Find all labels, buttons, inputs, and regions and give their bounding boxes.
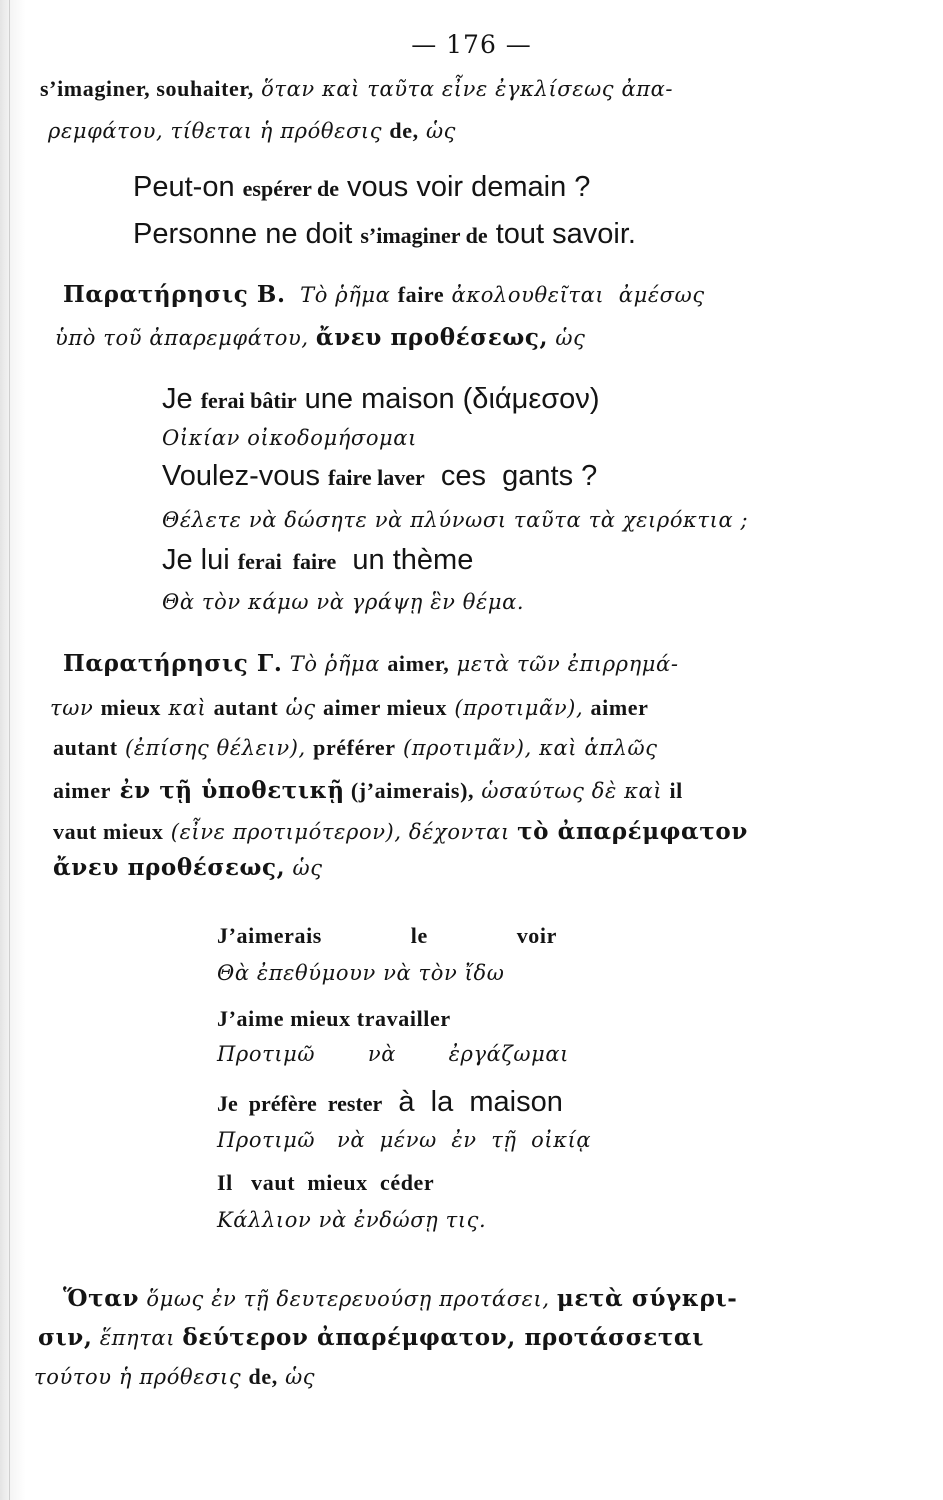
text-run: ὑπὸ τοῦ ἀπαρεμφάτου, [55,326,316,350]
text-run: ὡς [548,326,586,350]
text-run: Il vaut mieux céder [217,1170,435,1195]
text-run: aimer, [387,651,450,676]
text-run: ferai faire [237,549,337,574]
text-run: de, [248,1364,278,1389]
text-run: aimer [590,695,649,720]
text-run: ἐν τῇ ὑποθετικῇ [110,777,345,804]
text-run: ὡς [418,119,457,143]
example-line [217,1172,434,1194]
text-run: s’imaginer de [360,223,488,248]
text-run: ἀκολουθεῖται ἀμέσως [444,283,705,307]
text-run: une maison [296,383,463,415]
text-run: Je lui [162,544,238,576]
text-run: ἐργάζωμαι [448,1042,569,1066]
text-run: faire laver [328,465,425,490]
example-line [162,385,599,414]
example-translation [217,1130,591,1151]
example-line [133,220,636,249]
example-translation-spaced [217,1044,569,1065]
text-run: Παρατήρησις Β. [63,281,286,308]
text-run: Κάλλιον νὰ ἐνδώσῃ τις. [217,1208,487,1232]
text-run: préférer [313,735,396,760]
text-run: ferai bâtir [200,388,297,413]
text-run: Παρατήρησις Γ. [63,650,283,677]
page-number: — 176 — [411,30,532,59]
text-run: ἄνευ προθέσεως, [53,854,286,881]
example-line [162,546,473,575]
text-run: le [410,923,428,948]
text-run: Je préfère rester [217,1091,383,1116]
text-run: (j’aimerais), [344,778,475,803]
para1-line1 [40,78,673,100]
text-run: Οἰκίαν οἰκοδομήσομαι [162,426,417,450]
remark-g-line [53,737,658,759]
text-run: (προτιμᾶν), καὶ ἁπλῶς [395,736,658,760]
text-run: νὰ [367,1042,396,1066]
text-run: (διάμεσον) [462,383,600,415]
para1-line2 [48,120,456,142]
text-run: Voulez-vous [162,460,329,492]
text-run: ἄνευ προθέσεως, [315,324,549,351]
text-run: μετὰ σύγκρι- [556,1285,738,1312]
example-line [217,1088,563,1117]
text-run: Peut-on [133,171,243,203]
text-run: de, [389,118,419,143]
remark-g-line [50,697,649,719]
remark-b-line1 [63,283,705,306]
text-run: ὡσαύτως δὲ καὶ [474,779,670,803]
text-run: il [669,778,683,803]
example-line [162,462,597,491]
text-run: καὶ [161,696,214,720]
example-line [217,1008,451,1030]
text-run: à la maison [382,1086,563,1118]
remark-b-line2 [55,326,586,349]
remark-g-line [53,856,323,879]
text-run: autant [213,695,279,720]
page-gutter-shadow [0,0,26,1500]
text-run: Je [162,383,201,415]
text-run: Ὅταν [63,1285,140,1312]
example-line [133,173,590,202]
text-run: J’aime mieux travailler [217,1006,451,1031]
text-run: τὸ ἀπαρέμφατον [517,818,748,845]
text-run: faire [397,282,445,307]
example-line-spaced [217,925,557,947]
text-run: μετὰ τῶν ἐπιρρημά- [449,652,679,676]
text-run: aimer mieux [322,695,448,720]
text-run: ὡς [278,696,323,720]
text-run: ὅμως ἐν τῇ δευτερευούσῃ προτάσει, [139,1287,557,1311]
text-run: Προτιμῶ [217,1042,316,1066]
text-run: espérer de [242,176,339,201]
text-run: ces gants ? [424,460,598,492]
text-run: un thème [336,544,474,576]
text-run: vaut mieux [53,819,164,844]
text-run: J’aimerais [217,923,322,948]
remark-g-line [63,652,679,675]
text-run: ὅταν καὶ ταῦτα εἶνε ἐγκλίσεως ἀπα- [253,77,674,101]
para4-line [38,1326,704,1349]
para4-line [34,1366,315,1388]
text-run: Προτιμῶ νὰ μένω ἐν τῇ οἰκίᾳ [217,1128,592,1152]
text-run: Θὰ ἐπεθύμουν νὰ τὸν ἴδω [217,961,505,985]
text-run: ὡς [277,1365,316,1389]
example-translation [162,428,417,449]
text-run: ἕπηται [92,1326,183,1350]
text-run: δεύτερον ἀπαρέμφατον, προτάσσεται [182,1324,704,1351]
text-run: Θὰ τὸν κάμω νὰ γράψῃ ἓν θέμα. [162,590,525,614]
example-translation [217,963,504,984]
text-run: σιν, [38,1324,93,1351]
text-run: ρεμφάτου, τίθεται ἡ πρόθεσις [48,119,390,143]
text-run: (εἶνε προτιμότερον), δέχονται [163,820,518,844]
text-run: Personne ne doit [133,218,361,250]
text-run: Τὸ ῥῆμα [285,283,398,307]
text-run: ὡς [285,856,323,880]
text-run: s’imaginer, souhaiter, [40,76,254,101]
text-run: voir [516,923,557,948]
example-translation [217,1210,486,1231]
text-run: autant [53,735,118,760]
text-run: aimer [53,778,111,803]
example-translation [162,592,524,613]
text-run: Τὸ ῥῆμα [282,652,388,676]
text-run: mieux [100,695,162,720]
gutter-line [9,0,10,1500]
text-run: των [50,696,101,720]
text-run: vous voir demain ? [338,171,591,203]
text-run: (ἐπίσης θέλειν), [117,736,314,760]
text-run: tout savoir. [487,218,636,250]
text-run: τούτου ἡ πρόθεσις [34,1365,249,1389]
text-run: (προτιμᾶν), [447,696,591,720]
para4-line [63,1287,737,1310]
remark-g-line [53,779,683,802]
text-run: Θέλετε νὰ δώσητε νὰ πλύνωσι ταῦτα τὰ χειρόκτια ; [162,508,749,532]
example-translation [162,510,748,531]
remark-g-line [53,820,748,843]
